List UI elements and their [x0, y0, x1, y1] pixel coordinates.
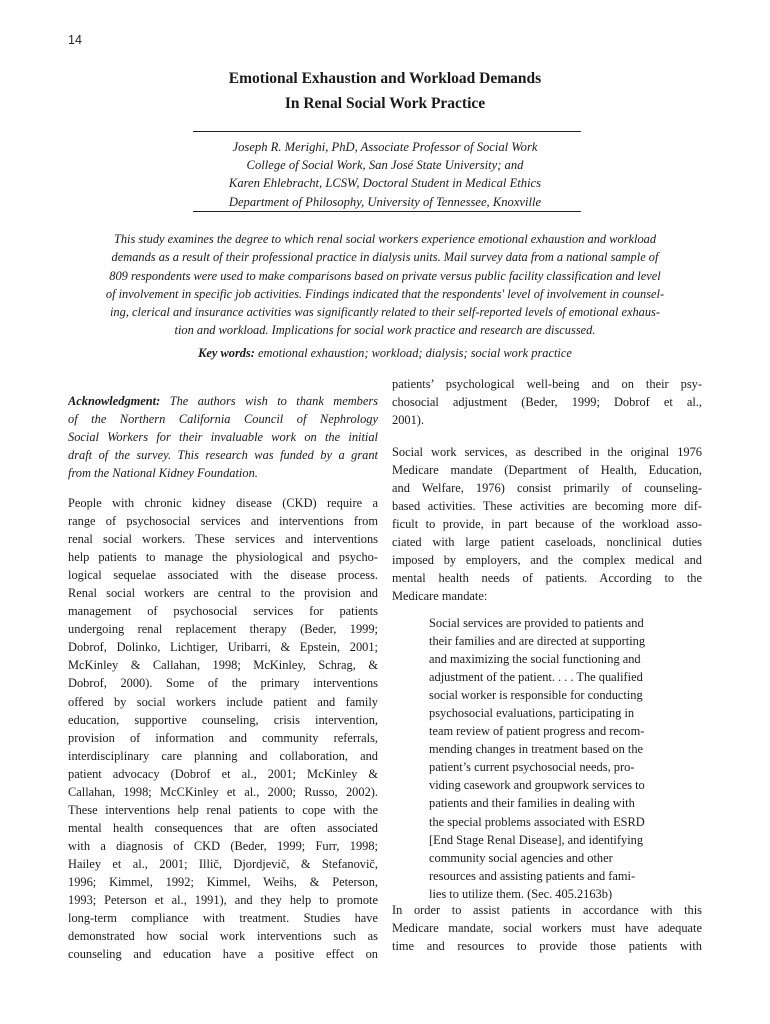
abstract [68, 230, 702, 340]
page-number: 14 [68, 33, 82, 47]
quote-line: lies to utilize them. (Sec. 405.2163b) [429, 886, 613, 901]
body-line: imposed by employers, and the complex medical and [392, 553, 702, 568]
quote-line: viding casework and groupwork services to [429, 778, 645, 793]
article-title [68, 66, 702, 116]
body-line: ciated with large patient caseloads, nonclinical duties [392, 535, 702, 550]
abstract-line: ing, clerical and insurance activities was significantly related to their self-reported levels of emotional exhaus- [109, 305, 660, 320]
body-line: Medicare mandate, social workers must have adequate [392, 921, 702, 936]
author-line: College of Social Work, San José State University; and [246, 158, 524, 173]
keywords [68, 344, 702, 362]
body-line: Callahan, 1998; McCKinley et al., 2000; Russo, 2002). [68, 784, 378, 799]
body-line: McKinley & Callahan, 1998; McKinley, Schrag, & [68, 658, 378, 673]
body-line: based activities. These activities are becoming more dif- [392, 499, 702, 514]
quote-line: [End Stage Renal Disease], and identifying [429, 832, 644, 847]
body-line: These interventions help renal patients to cope with the [68, 802, 378, 817]
quote-line: resources and assisting patients and fami- [429, 868, 636, 883]
right-column-paragraph [392, 901, 702, 955]
quote-line: adjustment of the patient. . . . The qualified [429, 670, 643, 685]
body-line: renal social workers. These services and interventions [68, 532, 378, 547]
body-line: education, supportive counseling, crisis intervention, [68, 712, 378, 727]
abstract-line: demands as a result of their professional practice in dialysis units. Mail survey data from a national sample of [111, 250, 659, 265]
acknowledgment [68, 392, 378, 482]
title-line-1: Emotional Exhaustion and Workload Demands [228, 70, 542, 87]
acknowledgment-line: Acknowledgment: The authors wish to thank members [68, 394, 378, 408]
body-line: patient advocacy (Dobrof et al., 2001; McKinley & [68, 766, 378, 781]
body-line: People with chronic kidney disease (CKD) require a [68, 496, 378, 510]
body-line: offered by social workers include patient and family [68, 694, 378, 709]
quote-line: community social agencies and other [429, 850, 613, 865]
body-line: Medicare mandate (Department of Health, Education, [392, 463, 702, 478]
left-column-body [68, 494, 378, 963]
author-line: Joseph R. Merighi, PhD, Associate Professor of Social Work [232, 140, 538, 154]
body-line: interdisciplinary care planning and collaboration, and [68, 748, 378, 763]
body-line: and Welfare, 1976) consist primarily of counseling- [392, 481, 702, 496]
keywords-list: emotional exhaustion; workload; dialysis; social work practice [254, 346, 572, 360]
right-column-paragraph [392, 443, 702, 605]
body-line: Hailey et al., 2001; Illič, Djordjevič, & Stefanovič, [68, 856, 378, 871]
body-line: long-term compliance with treatment. Studies have [68, 911, 378, 926]
body-line: Medicare mandate: [392, 589, 488, 604]
body-line: counseling and education have a positive effect on [68, 947, 378, 962]
body-line: mental health consequences that are often associated [68, 820, 378, 835]
title-line-2: In Renal Social Work Practice [284, 95, 486, 112]
author-block [68, 138, 702, 211]
body-line: 1993; Peterson et al., 1991), and they help to promote [68, 893, 378, 908]
right-column-continuation [392, 375, 702, 429]
quote-line: their families and are directed at supporting [429, 634, 646, 649]
abstract-line: This study examines the degree to which renal social workers experience emotional exhaustion and workload [113, 232, 657, 246]
body-line: 1996; Kimmel, 1992; Kimmel, Weihs, & Peterson, [68, 874, 378, 889]
quote-line: the special problems associated with ESRD [429, 814, 645, 829]
body-line: patients’ psychological well-being and on their psy- [392, 377, 702, 391]
body-line: Dobrof, Dolinko, Lichtiger, Uribarri, & Epstein, 2001; [68, 640, 378, 655]
quote-line: patients and their families in dealing with [429, 796, 635, 811]
body-line: with a diagnosis of CKD (Beder, 1999; Furr, 1998; [68, 838, 378, 853]
acknowledgment-label: Acknowledgment: [68, 394, 161, 408]
acknowledgment-line: draft of the survey. This research was funded by a grant [68, 448, 378, 463]
quote-line: Social services are provided to patients and [429, 616, 644, 630]
author-line: Department of Philosophy, University of Tennessee, Knoxville [228, 194, 542, 209]
body-line: 2001). [392, 413, 425, 428]
body-line: demonstrated how social work interventions such as [68, 929, 378, 944]
quote-line: and maximizing the social functioning and [429, 652, 641, 667]
body-line: Social work services, as described in the original 1976 [392, 445, 702, 459]
quote-line: social worker is responsible for conducting [429, 688, 643, 703]
author-line: Karen Ehlebracht, LCSW, Doctoral Student in Medical Ethics [228, 176, 542, 191]
quote-line: mending changes in treatment based on the [429, 742, 644, 757]
body-line: mental health needs of patients. According to the [392, 571, 702, 586]
body-line: chosocial adjustment (Beder, 1999; Dobrof et al., [392, 395, 702, 410]
body-line: ficult to provide, in part because of the workload asso- [392, 517, 702, 532]
body-line: management of psychosocial services for patients [68, 604, 378, 619]
body-line: help patients to manage the physiological and psycho- [68, 550, 378, 565]
quote-line: patient’s current psychosocial needs, pro- [429, 760, 635, 775]
abstract-line: 809 respondents were used to make comparisons based on private versus public facility classification and level [109, 268, 661, 283]
acknowledgment-line: from the National Kidney Foundation. [68, 466, 258, 481]
quote-line: team review of patient progress and recom- [429, 724, 645, 739]
author-bottom-rule [193, 211, 581, 212]
quote-line: psychosocial evaluations, participating in [429, 706, 635, 721]
body-line: Dobrof, 2000). Some of the primary interventions [68, 676, 378, 691]
acknowledgment-line: of the Northern California Council of Nephrology [68, 412, 378, 427]
author-top-rule [193, 131, 581, 132]
abstract-line: of involvement in specific job activities. Findings indicated that the respondents' level of involvement in counsel- [105, 286, 665, 301]
abstract-line: tion and workload. Implications for social work practice and research are discussed. [174, 323, 596, 338]
acknowledgment-line: Social Workers for their invaluable work on the initial [68, 430, 378, 445]
keywords-label: Key words: [198, 346, 255, 360]
body-line: provision of information and community referrals, [68, 730, 378, 745]
block-quote [429, 614, 671, 903]
body-line: time and resources to provide those patients with [392, 939, 702, 954]
body-line: range of psychosocial services and interventions from [68, 514, 378, 529]
body-line: Renal social workers are central to the provision and [68, 586, 378, 601]
body-line: logical sequelae associated with the disease process. [68, 568, 378, 583]
body-line: undergoing renal replacement therapy (Beder, 1999; [68, 622, 378, 637]
body-line: In order to assist patients in accordance with this [392, 903, 702, 917]
